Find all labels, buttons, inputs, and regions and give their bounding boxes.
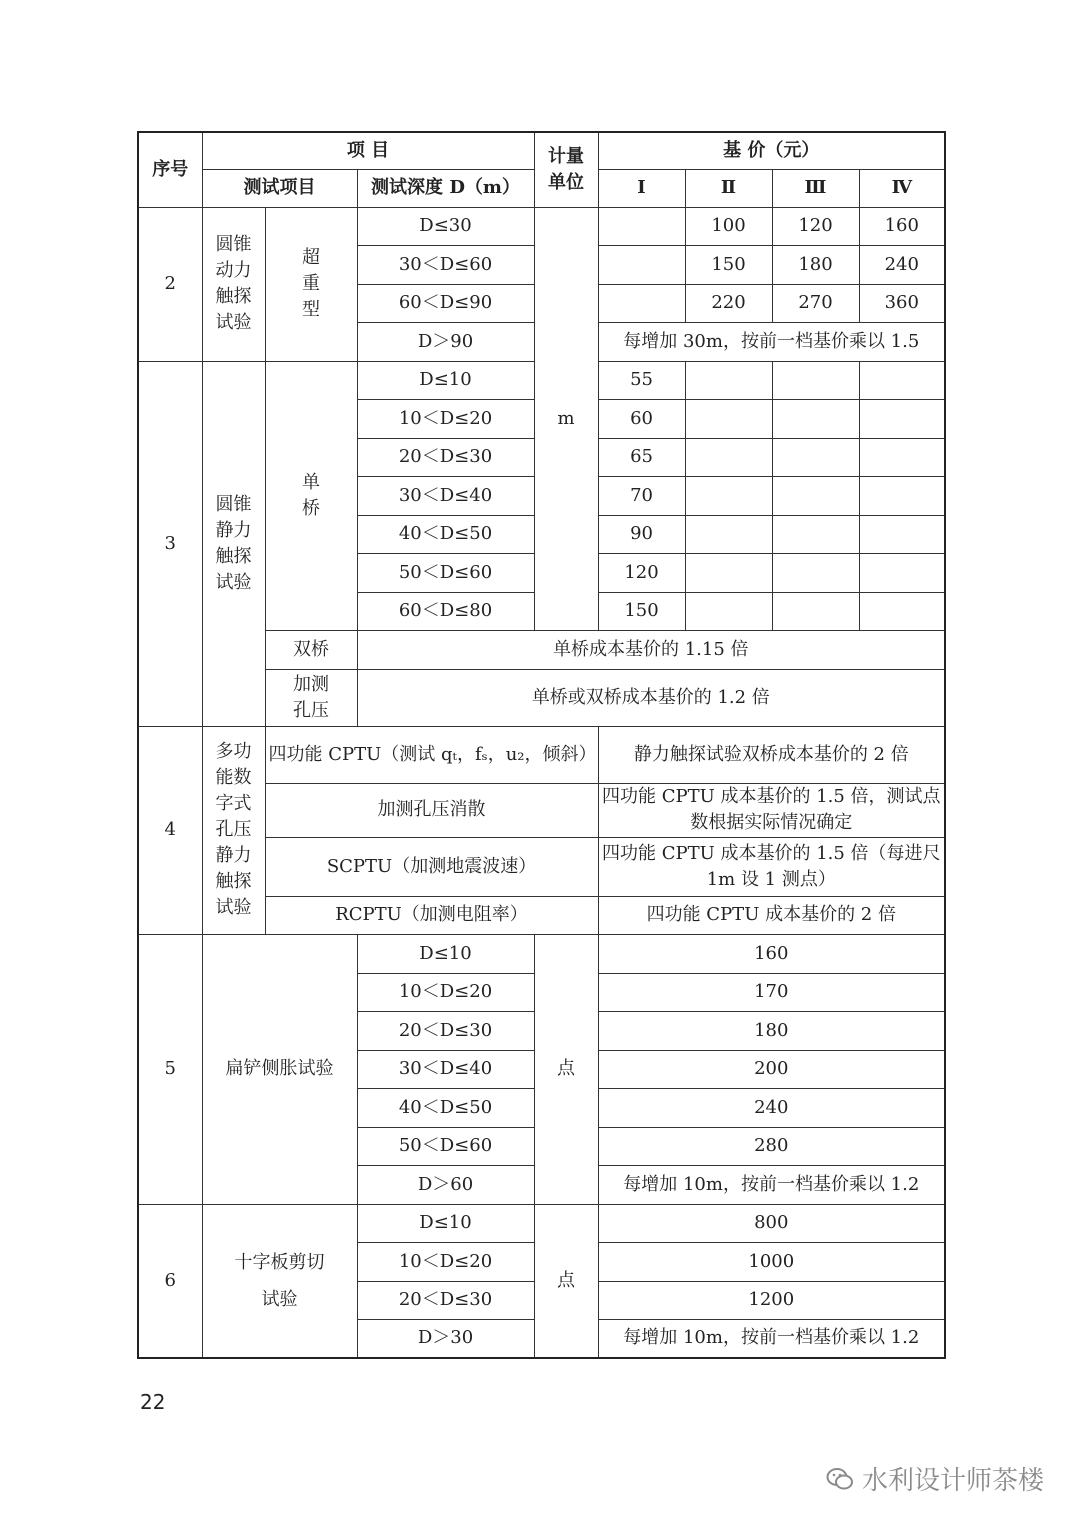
row6-depth: D＞30 xyxy=(357,1319,534,1358)
row2-depth: D＞90 xyxy=(357,322,534,361)
price-cell: 65 xyxy=(598,438,685,476)
row2-depth: 60＜D≤90 xyxy=(357,284,534,322)
row3-depth: 30＜D≤40 xyxy=(357,476,534,515)
price-cell: 240 xyxy=(598,1088,945,1127)
price-cell: 800 xyxy=(598,1204,945,1242)
price-cell: 90 xyxy=(598,515,685,553)
row5-extra-note: 每增加 10m，按前一档基价乘以 1.2 xyxy=(598,1165,945,1204)
row3-sub: 单桥 xyxy=(265,361,357,630)
row5-depth: 20＜D≤30 xyxy=(357,1011,534,1050)
row5-depth: 10＜D≤20 xyxy=(357,973,534,1011)
price-cell: 280 xyxy=(598,1127,945,1165)
row2-depth: 30＜D≤60 xyxy=(357,245,534,284)
row3-depth: 10＜D≤20 xyxy=(357,399,534,438)
row3-depth: 40＜D≤50 xyxy=(357,515,534,553)
price-cell: 200 xyxy=(598,1050,945,1088)
header-grade-1: Ⅰ xyxy=(598,169,685,207)
row4-item-label: 四功能 CPTU（测试 qₜ，fₛ，u₂，倾斜） xyxy=(265,726,598,783)
price-cell: 120 xyxy=(598,553,685,592)
row4-item-note: 静力触探试验双桥成本基价的 2 倍 xyxy=(598,726,945,783)
row5-no: 5 xyxy=(138,934,202,1204)
watermark xyxy=(826,1460,1044,1497)
price-cell: 160 xyxy=(859,207,945,245)
row4-no: 4 xyxy=(138,726,202,934)
row4-item-note: 四功能 CPTU 成本基价的 1.5 倍（每进尺 1m 设 1 测点） xyxy=(598,837,945,896)
row3-depth: 20＜D≤30 xyxy=(357,438,534,476)
price-cell: 150 xyxy=(598,592,685,630)
wechat-icon xyxy=(826,1467,854,1491)
row2-no: 2 xyxy=(138,207,202,361)
price-cell: 100 xyxy=(685,207,772,245)
row3-double-label: 双桥 xyxy=(265,630,357,669)
row3-no: 3 xyxy=(138,361,202,726)
price-table xyxy=(137,131,946,1359)
price-cell: 70 xyxy=(598,476,685,515)
price-cell: 220 xyxy=(685,284,772,322)
unit-cell-m: m xyxy=(534,207,598,630)
row3-depth: 50＜D≤60 xyxy=(357,553,534,592)
row4-item-note: 四功能 CPTU 成本基价的 2 倍 xyxy=(598,896,945,934)
page-number: 22 xyxy=(140,1390,166,1414)
price-cell: 180 xyxy=(772,245,859,284)
row6-depth: D≤10 xyxy=(357,1204,534,1242)
watermark-text: 水利设计师茶楼 xyxy=(861,1466,1044,1496)
price-cell xyxy=(598,284,685,322)
row6-depth: 20＜D≤30 xyxy=(357,1281,534,1319)
price-cell xyxy=(598,245,685,284)
price-cell: 360 xyxy=(859,284,945,322)
row6-name: 十字板剪切试验 xyxy=(202,1204,357,1358)
row2-name: 圆锥动力触探试验 xyxy=(202,207,265,361)
header-seq: 序号 xyxy=(138,132,202,207)
row5-depth: 40＜D≤50 xyxy=(357,1088,534,1127)
price-cell: 1200 xyxy=(598,1281,945,1319)
row4-item-label: RCPTU（加测电阻率） xyxy=(265,896,598,934)
price-cell: 180 xyxy=(598,1011,945,1050)
row4-item-note: 四功能 CPTU 成本基价的 1.5 倍，测试点数根据实际情况确定 xyxy=(598,783,945,837)
row3-name: 圆锥静力触探试验 xyxy=(202,361,265,726)
row4-name: 多功能数字式孔压静力触探试验 xyxy=(202,726,265,934)
price-cell: 240 xyxy=(859,245,945,284)
row5-name: 扁铲侧胀试验 xyxy=(202,934,357,1204)
price-cell: 1000 xyxy=(598,1242,945,1281)
row2-extra-note: 每增加 30m，按前一档基价乘以 1.5 xyxy=(598,322,945,361)
price-cell: 160 xyxy=(598,934,945,973)
row5-depth: 30＜D≤40 xyxy=(357,1050,534,1088)
price-cell: 55 xyxy=(598,361,685,399)
row5-depth: D≤10 xyxy=(357,934,534,973)
header-grade-2: Ⅱ xyxy=(685,169,772,207)
header-grade-4: Ⅳ xyxy=(859,169,945,207)
row3-pore-label: 加测孔压 xyxy=(265,669,357,726)
row5-depth: 50＜D≤60 xyxy=(357,1127,534,1165)
row3-double-note: 单桥成本基价的 1.15 倍 xyxy=(357,630,945,669)
header-unit: 计量单位 xyxy=(534,132,598,207)
header-test-item: 测试项目 xyxy=(202,169,357,207)
price-cell: 270 xyxy=(772,284,859,322)
row4-item-label: SCPTU（加测地震波速） xyxy=(265,837,598,896)
row5-unit: 点 xyxy=(534,934,598,1204)
price-cell xyxy=(598,207,685,245)
header-grade-3: Ⅲ xyxy=(772,169,859,207)
price-cell: 150 xyxy=(685,245,772,284)
row3-depth: 60＜D≤80 xyxy=(357,592,534,630)
price-cell: 120 xyxy=(772,207,859,245)
header-depth: 测试深度 D（m） xyxy=(357,169,534,207)
row6-no: 6 xyxy=(138,1204,202,1358)
row6-unit: 点 xyxy=(534,1204,598,1358)
price-cell: 170 xyxy=(598,973,945,1011)
row5-depth: D＞60 xyxy=(357,1165,534,1204)
row2-depth: D≤30 xyxy=(357,207,534,245)
header-item: 项 目 xyxy=(202,132,534,169)
row2-sub: 超重型 xyxy=(265,207,357,361)
row3-depth: D≤10 xyxy=(357,361,534,399)
row4-item-label: 加测孔压消散 xyxy=(265,783,598,837)
price-cell: 60 xyxy=(598,399,685,438)
row6-extra-note: 每增加 10m，按前一档基价乘以 1.2 xyxy=(598,1319,945,1358)
row3-pore-note: 单桥或双桥成本基价的 1.2 倍 xyxy=(357,669,945,726)
row6-depth: 10＜D≤20 xyxy=(357,1242,534,1281)
header-price: 基 价（元） xyxy=(598,132,945,169)
